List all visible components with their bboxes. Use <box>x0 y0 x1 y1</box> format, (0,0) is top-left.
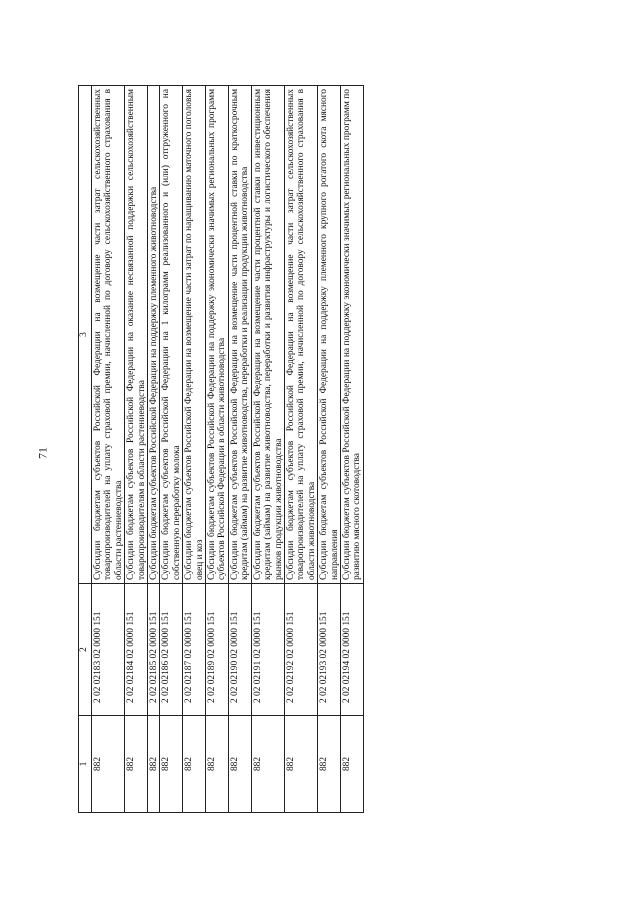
revenue-code-cell: 2 02 02194 02 0000 151 <box>340 584 363 716</box>
revenue-name-cell: Субсидии бюджетам субъектов Российской Федерации на 1 килограмм реализованного и (или) отгруженного на собственную переработку молока <box>160 86 183 584</box>
revenue-code-cell: 2 02 02190 02 0000 151 <box>228 584 251 716</box>
admin-code-cell: 882 <box>251 716 284 813</box>
table-row <box>206 86 229 813</box>
revenue-name-cell: Субсидии бюджетам субъектов Российской Федерации на поддержку экономически значимых региональных программ по развитию мясного скотоводства <box>340 86 363 584</box>
page-number: 71 <box>35 447 50 459</box>
table-row <box>125 86 148 813</box>
admin-code-cell: 882 <box>284 716 317 813</box>
revenue-name-cell: Субсидии бюджетам субъектов Российской Федерации на поддержку племенного животноводства <box>148 86 160 584</box>
table-row <box>148 86 160 813</box>
revenue-code-cell: 2 02 02183 02 0000 151 <box>92 584 125 716</box>
header-row <box>79 86 92 813</box>
revenue-code-cell: 2 02 02186 02 0000 151 <box>160 584 183 716</box>
admin-code-cell: 882 <box>183 716 206 813</box>
table-row <box>183 86 206 813</box>
header-col-1: 1 <box>79 716 92 813</box>
budget-codes-table <box>78 85 364 813</box>
table-row <box>284 86 317 813</box>
revenue-name-cell: Субсидии бюджетам субъектов Российской Федерации на возмещение части затрат по наращиванию маточного поголовья овец и коз <box>183 86 206 584</box>
table-row <box>340 86 363 813</box>
table-row <box>228 86 251 813</box>
revenue-name-cell: Субсидии бюджетам субъектов Российской Федерации на оказание несвязанной поддержки сельскохозяйственным товаропроизводителям в области растениеводства <box>125 86 148 584</box>
header-col-2: 2 <box>79 584 92 716</box>
revenue-code-cell: 2 02 02185 02 0000 151 <box>148 584 160 716</box>
revenue-code-cell: 2 02 02193 02 0000 151 <box>318 584 341 716</box>
revenue-name-cell: Субсидии бюджетам субъектов Российской Федерации на возмещение части затрат сельскохозяйственных товаропроизводителей на уплату страховой премии, начисленной по договору сельскохозяйственного страхования в области растениеводства <box>92 86 125 584</box>
revenue-name-cell: Субсидии бюджетам субъектов Российской Федерации на возмещение части процентной ставки по инвестиционным кредитам (займам) на развитие животноводства, переработки и развития инфраструктуры и логистического обеспечения рынков продукции животноводства <box>251 86 284 584</box>
revenue-code-cell: 2 02 02192 02 0000 151 <box>284 584 317 716</box>
admin-code-cell: 882 <box>206 716 229 813</box>
table-row <box>92 86 125 813</box>
admin-code-cell: 882 <box>340 716 363 813</box>
admin-code-cell: 882 <box>92 716 125 813</box>
admin-code-cell: 882 <box>228 716 251 813</box>
revenue-code-cell: 2 02 02191 02 0000 151 <box>251 584 284 716</box>
admin-code-cell: 882 <box>148 716 160 813</box>
revenue-code-cell: 2 02 02184 02 0000 151 <box>125 584 148 716</box>
revenue-code-cell: 2 02 02187 02 0000 151 <box>183 584 206 716</box>
admin-code-cell: 882 <box>318 716 341 813</box>
table-row <box>318 86 341 813</box>
revenue-name-cell: Субсидии бюджетам субъектов Российской Федерации на возмещение части затрат сельскохозяйственных товаропроизводителей на уплату страховой премии, начисленной по договору сельскохозяйственного страхования в области животноводства <box>284 86 317 584</box>
table-row <box>160 86 183 813</box>
revenue-name-cell: Субсидии бюджетам субъектов Российской Федерации на возмещение части процентной ставки по краткосрочным кредитам (займам) на развитие животноводства, переработки и реализации продукции животноводства <box>228 86 251 584</box>
revenue-name-cell: Субсидии бюджетам субъектов Российской Федерации на поддержку экономически значимых региональных программ субъектов Российской Федерации в области животноводства <box>206 86 229 584</box>
admin-code-cell: 882 <box>125 716 148 813</box>
revenue-code-cell: 2 02 02189 02 0000 151 <box>206 584 229 716</box>
admin-code-cell: 882 <box>160 716 183 813</box>
header-col-3: 3 <box>79 86 92 584</box>
table-row <box>251 86 284 813</box>
rotated-table-container <box>78 86 538 813</box>
revenue-name-cell: Субсидии бюджетам субъектов Российской Федерации на поддержку племенного крупного рогатого скота мясного направления <box>318 86 341 584</box>
